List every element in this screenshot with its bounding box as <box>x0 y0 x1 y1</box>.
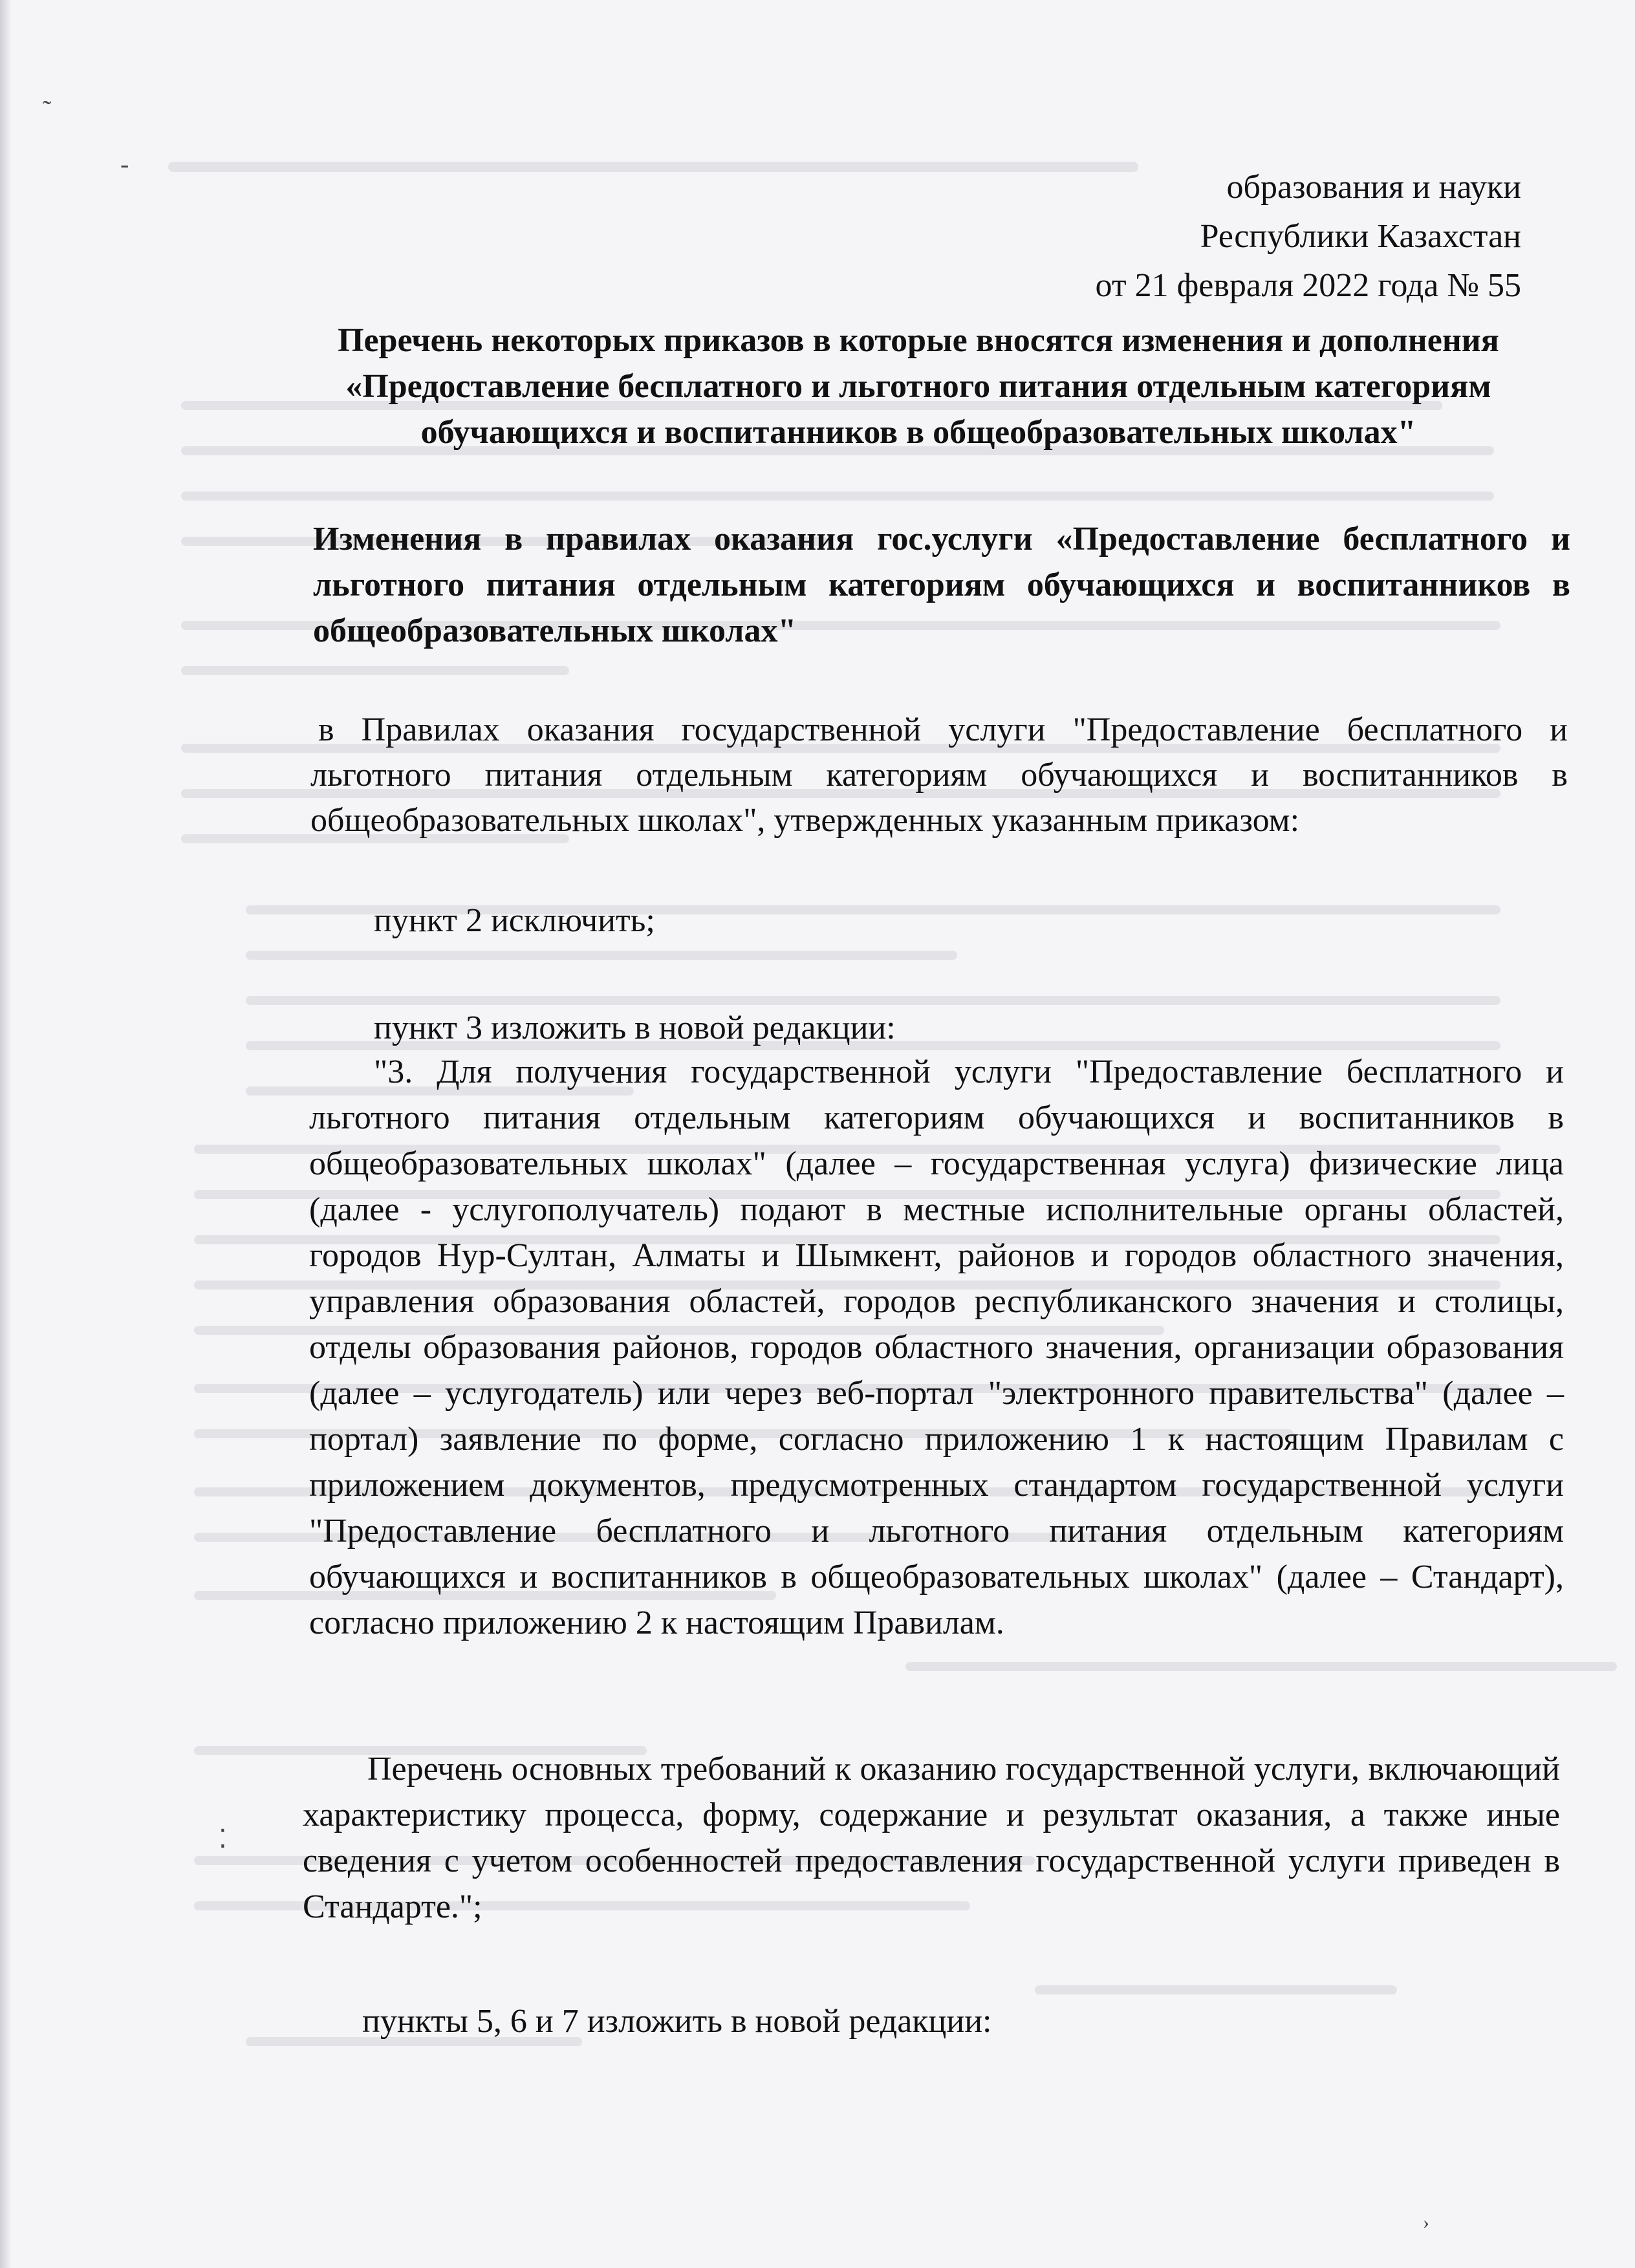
document-subtitle: Изменения в правилах оказания гос.услуги «Предоставление бесплатного и льготного питания отдельным категориям обучающихся и воспитанников в общеобразовательных школах" <box>313 521 1570 649</box>
item-point-3: пункт 3 изложить в новой редакции: <box>374 1010 896 1046</box>
scan-corner-mark: ⁚ <box>219 1824 227 1853</box>
item-point-2: пункт 2 исключить; <box>374 902 655 939</box>
point-3-text: "3. Для получения государственной услуги "Предоставление бесплатного и льготного питания отдельным категориям обучающихся и воспитанников в общеобразовательных школах" (далее – государственная услуга) физические лица (далее - услугополучатель) подают в местные исполнительные органы областей, городов Нур-Султан, Алматы и Шымкент, районов и городов областного значения, управления образования областей, городов республиканского значения и столицы, отделы образования районов, городов областного значения, организации образования (далее – услугодатель) или через веб-портал "электронного правительства" (далее – портал) заявление по форме, согласно приложению 1 к настоящим Правилам с приложением документов, предусмотренных стандартом государственной услуги "Предоставление бесплатного и льготного питания отдельным категориям обучающихся и воспитанников в общеобразовательных школах" (далее – Стандарт), согласно приложению 2 к настоящим Правилам. <box>309 1053 1564 1641</box>
header-country-line: Республики Казахстан <box>1200 218 1521 255</box>
header-date-line: от 21 февраля 2022 года № 55 <box>1095 267 1521 304</box>
header-org-line: образования и науки <box>1226 169 1521 206</box>
item-points-5-6-7: пункты 5, 6 и 7 изложить в новой редакции: <box>362 2003 992 2040</box>
document-title: Перечень некоторых приказов в которые вносятся изменения и дополнения «Предоставление бесплатного и льготного питания отдельным категориям обучающихся и воспитанников в общеобразовательных школах" <box>338 322 1499 451</box>
scan-corner-mark: - <box>120 149 129 178</box>
scan-corner-mark: ˜ <box>43 95 52 124</box>
scan-corner-mark: › <box>1423 2212 1429 2233</box>
intro-paragraph: в Правилах оказания государственной услуги "Предоставление бесплатного и льготного питания отдельным категориям обучающихся и воспитанников в общеобразовательных школах", утвержденных указанным приказом: <box>310 711 1568 839</box>
point-3-text-continued: Перечень основных требований к оказанию государственной услуги, включающий характеристику процесса, форму, содержание и результат оказания, а также иные сведения с учетом особенностей предоставления государственной услуги приведен в Стандарте."; <box>303 1751 1560 1925</box>
